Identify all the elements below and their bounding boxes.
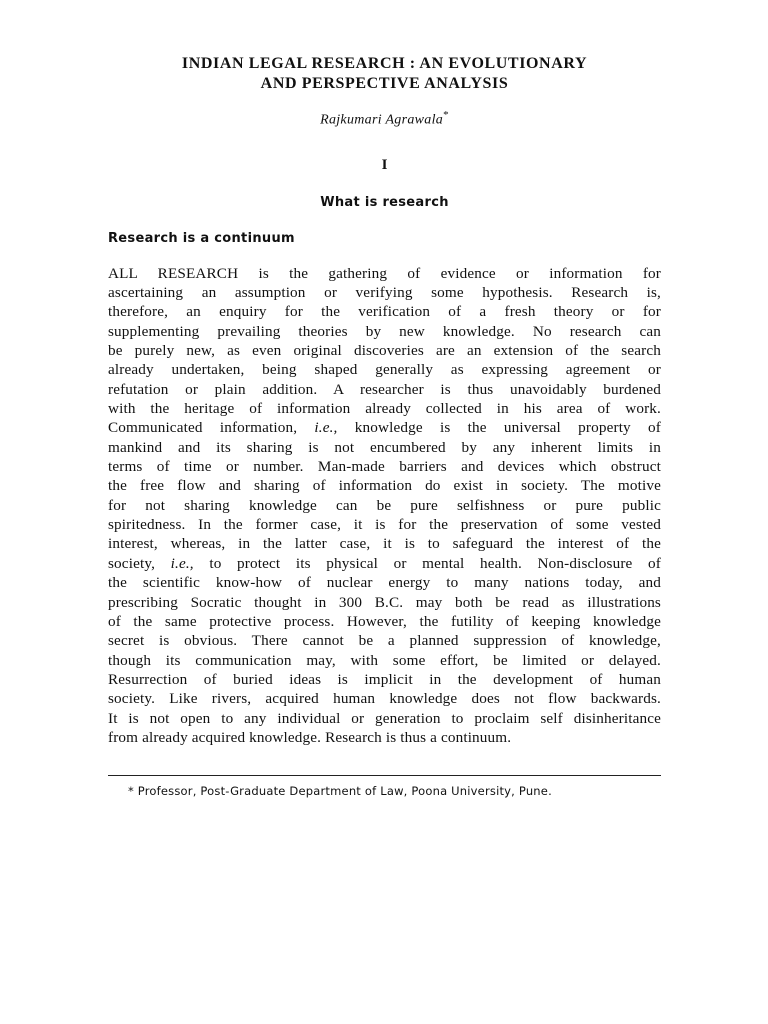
- body-line: Resurrection of buried ideas is implicit in the development of human: [108, 670, 661, 688]
- body-line: therefore, an enquiry for the verification of a fresh theory or for: [108, 303, 661, 321]
- footnote-rule: [108, 775, 661, 776]
- body-line: of the same protective process. However, the futility of keeping knowledge: [108, 612, 661, 630]
- body-line: interest, whereas, in the latter case, it is to safeguard the interest of the: [108, 535, 661, 553]
- body-line: the scientific know-how of nuclear energy to many nations today, and: [108, 574, 661, 592]
- body-line: be purely new, as even original discoveries are an extension of the search: [108, 342, 661, 360]
- footnote: * Professor, Post-Graduate Department of Law, Poona University, Pune.: [128, 784, 552, 798]
- article-title: [108, 54, 661, 94]
- body-line: society, i.e., to protect its physical or mental health. Non-disclosure of: [108, 554, 661, 572]
- title-line-1: INDIAN LEGAL RESEARCH : AN EVOLUTIONARY: [181, 55, 588, 72]
- body-line: prescribing Socratic thought in 300 B.C. may both be read as illustrations: [108, 593, 661, 611]
- body-line: the free flow and sharing of information do exist in society. The motive: [108, 477, 661, 495]
- body-line: for not sharing knowledge can be pure selfishness or pure public: [108, 496, 661, 514]
- body-line: refutation or plain addition. A researcher is thus unavoidably burdened: [108, 380, 661, 398]
- body-line: ascertaining an assumption or verifying some hypothesis. Research is,: [108, 284, 661, 301]
- body-line: from already acquired knowledge. Research is thus a continuum.: [108, 728, 512, 746]
- section-numeral: I: [381, 156, 388, 173]
- body-line: terms of time or number. Man-made barriers and devices which obstruct: [108, 458, 661, 476]
- section-heading: What is research: [320, 194, 449, 210]
- body-line: ALL RESEARCH is the gathering of evidence or information for: [108, 264, 661, 282]
- body-line: with the heritage of information already collected in his area of work.: [108, 400, 661, 418]
- article-page: [108, 54, 661, 747]
- body-line: though its communication may, with some effort, be limited or delayed.: [108, 651, 661, 669]
- body-line: spiritedness. In the former case, it is for the preservation of some vested: [108, 516, 661, 534]
- author-footnote-marker: *: [443, 109, 449, 121]
- body-line: Communicated information, i.e., knowledge is the universal property of: [108, 419, 661, 437]
- sub-heading: Research is a continuum: [108, 230, 295, 246]
- body-line: society. Like rivers, acquired human knowledge does not flow backwards.: [108, 690, 661, 708]
- author-name: Rajkumari Agrawala: [320, 112, 444, 128]
- body-line: supplementing prevailing theories by new knowledge. No research can: [108, 322, 661, 340]
- title-line-2: AND PERSPECTIVE ANALYSIS: [260, 75, 509, 92]
- body-line: secret is obvious. There cannot be a planned suppression of knowledge,: [108, 632, 661, 650]
- author-line: [108, 109, 661, 129]
- body-line: mankind and its sharing is not encumbered by any inherent limits in: [108, 438, 661, 456]
- body-line: already undertaken, being shaped generally as expressing agreement or: [108, 361, 661, 379]
- body-line: It is not open to any individual or generation to proclaim self disinheritance: [108, 709, 661, 727]
- body-paragraph: [108, 264, 661, 748]
